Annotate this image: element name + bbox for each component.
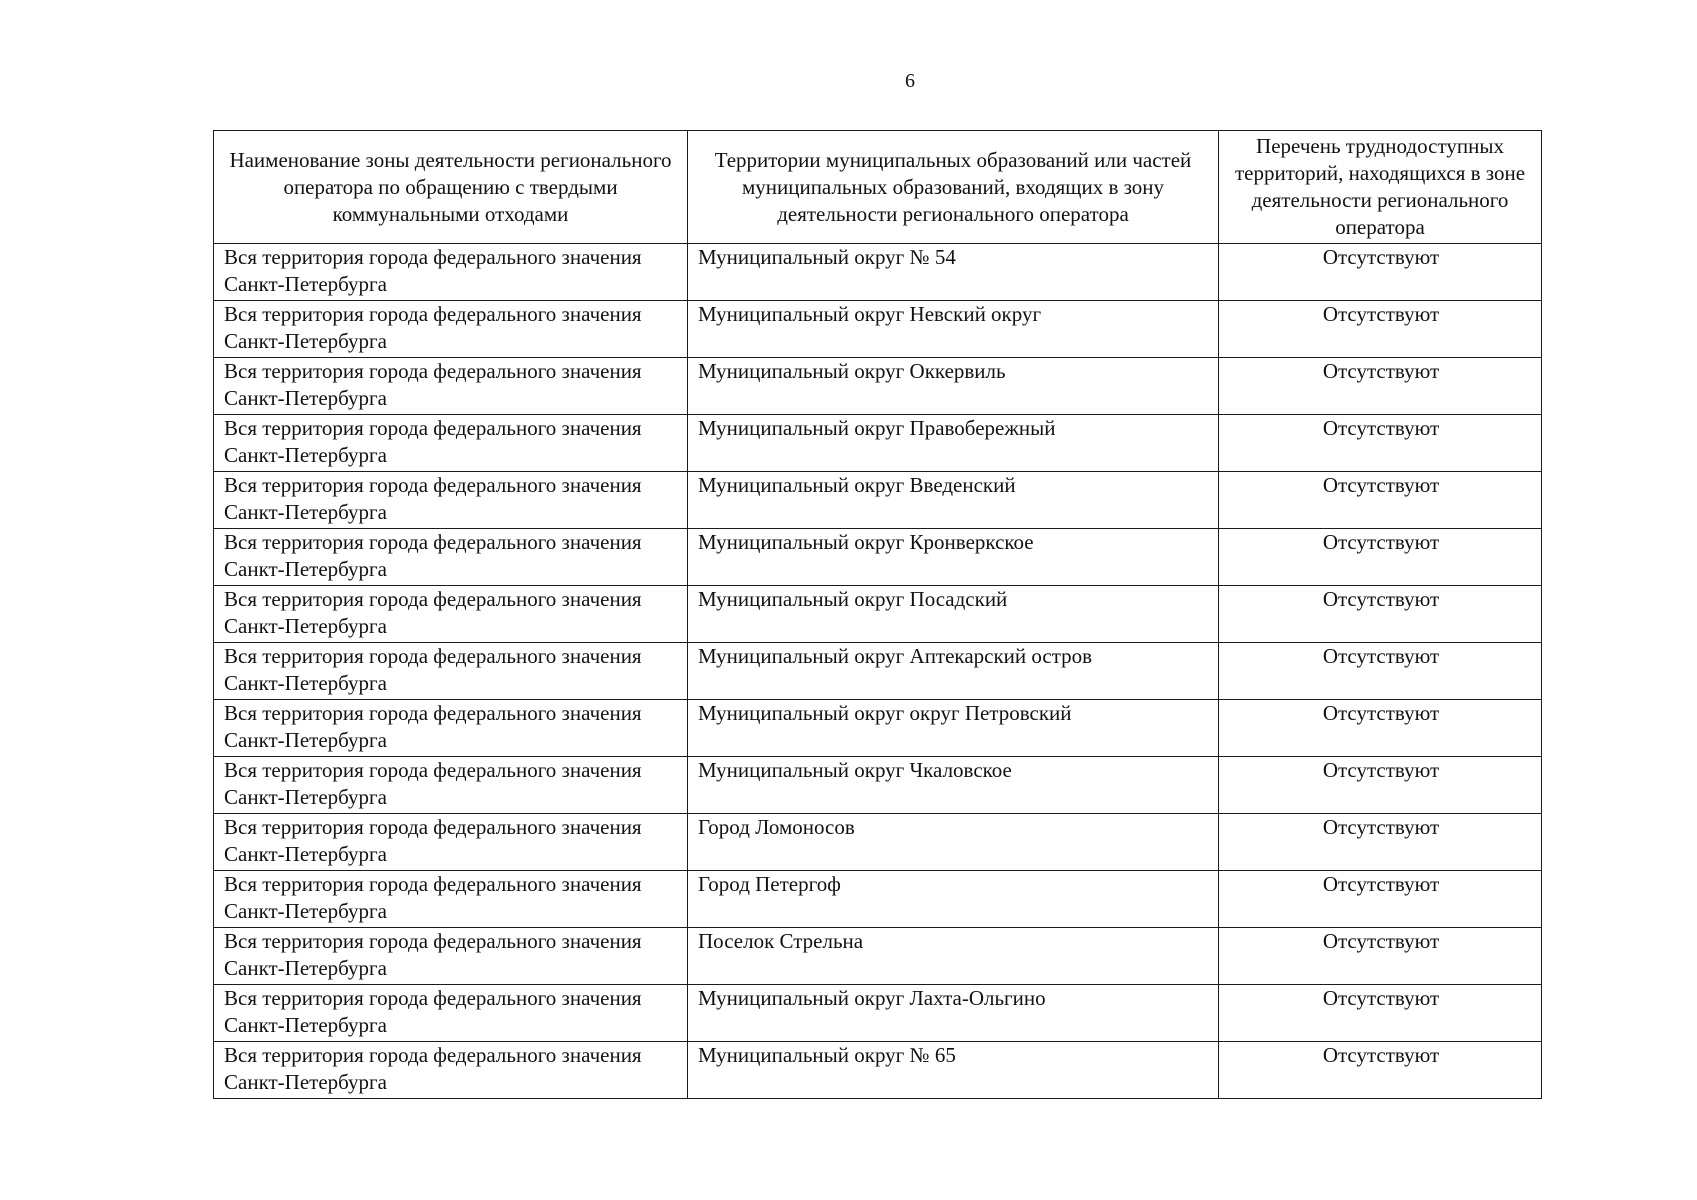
remote-territories-cell: Отсутствуют (1219, 586, 1542, 643)
territory-cell: Поселок Стрельна (688, 928, 1219, 985)
remote-territories-cell: Отсутствуют (1219, 529, 1542, 586)
zone-cell: Вся территория города федерального значения Санкт-Петербурга (214, 871, 688, 928)
territory-cell: Муниципальный округ Оккервиль (688, 358, 1219, 415)
zone-cell: Вся территория города федерального значения Санкт-Петербурга (214, 358, 688, 415)
zone-cell: Вся территория города федерального значения Санкт-Петербурга (214, 472, 688, 529)
zone-cell: Вся территория города федерального значения Санкт-Петербурга (214, 757, 688, 814)
remote-territories-cell: Отсутствуют (1219, 415, 1542, 472)
remote-territories-cell: Отсутствуют (1219, 985, 1542, 1042)
zone-cell: Вся территория города федерального значения Санкт-Петербурга (214, 814, 688, 871)
zone-cell: Вся территория города федерального значения Санкт-Петербурга (214, 301, 688, 358)
page-number: 6 (905, 70, 915, 92)
remote-territories-cell: Отсутствуют (1219, 358, 1542, 415)
territory-cell: Муниципальный округ Посадский (688, 586, 1219, 643)
zone-cell: Вся территория города федерального значения Санкт-Петербурга (214, 415, 688, 472)
zone-cell: Вся территория города федерального значения Санкт-Петербурга (214, 643, 688, 700)
remote-territories-cell: Отсутствуют (1219, 700, 1542, 757)
territory-cell: Муниципальный округ Чкаловское (688, 757, 1219, 814)
remote-territories-cell: Отсутствуют (1219, 472, 1542, 529)
territory-cell: Муниципальный округ Аптекарский остров (688, 643, 1219, 700)
table-row (214, 472, 1542, 529)
territory-cell: Муниципальный округ Кронверкское (688, 529, 1219, 586)
remote-territories-cell: Отсутствуют (1219, 814, 1542, 871)
remote-territories-cell: Отсутствуют (1219, 244, 1542, 301)
table-row (214, 871, 1542, 928)
table-row (214, 301, 1542, 358)
table-body (214, 244, 1542, 1099)
remote-territories-cell: Отсутствуют (1219, 643, 1542, 700)
header-remote-territories: Перечень труднодоступных территорий, находящихся в зоне деятельности регионального оператора (1219, 131, 1542, 244)
table-row (214, 244, 1542, 301)
zone-cell: Вся территория города федерального значения Санкт-Петербурга (214, 928, 688, 985)
territory-cell: Муниципальный округ Невский округ (688, 301, 1219, 358)
header-zone-name: Наименование зоны деятельности регионального оператора по обращению с твердыми коммунальными отходами (214, 131, 688, 244)
table-row (214, 586, 1542, 643)
table-row (214, 985, 1542, 1042)
table-row (214, 529, 1542, 586)
table-row (214, 643, 1542, 700)
territory-cell: Муниципальный округ Правобережный (688, 415, 1219, 472)
zone-cell: Вся территория города федерального значения Санкт-Петербурга (214, 985, 688, 1042)
zone-cell: Вся территория города федерального значения Санкт-Петербурга (214, 586, 688, 643)
table-header-row (214, 131, 1542, 244)
territory-cell: Муниципальный округ Введенский (688, 472, 1219, 529)
zone-cell: Вся территория города федерального значения Санкт-Петербурга (214, 529, 688, 586)
header-territories: Территории муниципальных образований или частей муниципальных образований, входящих в зону деятельности регионального оператора (688, 131, 1219, 244)
remote-territories-cell: Отсутствуют (1219, 757, 1542, 814)
table-row (214, 928, 1542, 985)
table-row (214, 1042, 1542, 1099)
table-row (214, 700, 1542, 757)
table-row (214, 757, 1542, 814)
remote-territories-cell: Отсутствуют (1219, 928, 1542, 985)
remote-territories-cell: Отсутствуют (1219, 871, 1542, 928)
territory-cell: Город Петергоф (688, 871, 1219, 928)
territory-cell: Муниципальный округ Лахта-Ольгино (688, 985, 1219, 1042)
territory-cell: Муниципальный округ округ Петровский (688, 700, 1219, 757)
remote-territories-cell: Отсутствуют (1219, 301, 1542, 358)
zone-cell: Вся территория города федерального значения Санкт-Петербурга (214, 700, 688, 757)
territory-cell: Город Ломоносов (688, 814, 1219, 871)
table-row (214, 358, 1542, 415)
table-row (214, 415, 1542, 472)
zone-table (213, 130, 1542, 1099)
territory-cell: Муниципальный округ № 54 (688, 244, 1219, 301)
zone-cell: Вся территория города федерального значения Санкт-Петербурга (214, 244, 688, 301)
table-row (214, 814, 1542, 871)
remote-territories-cell: Отсутствуют (1219, 1042, 1542, 1099)
zone-cell: Вся территория города федерального значения Санкт-Петербурга (214, 1042, 688, 1099)
territory-cell: Муниципальный округ № 65 (688, 1042, 1219, 1099)
